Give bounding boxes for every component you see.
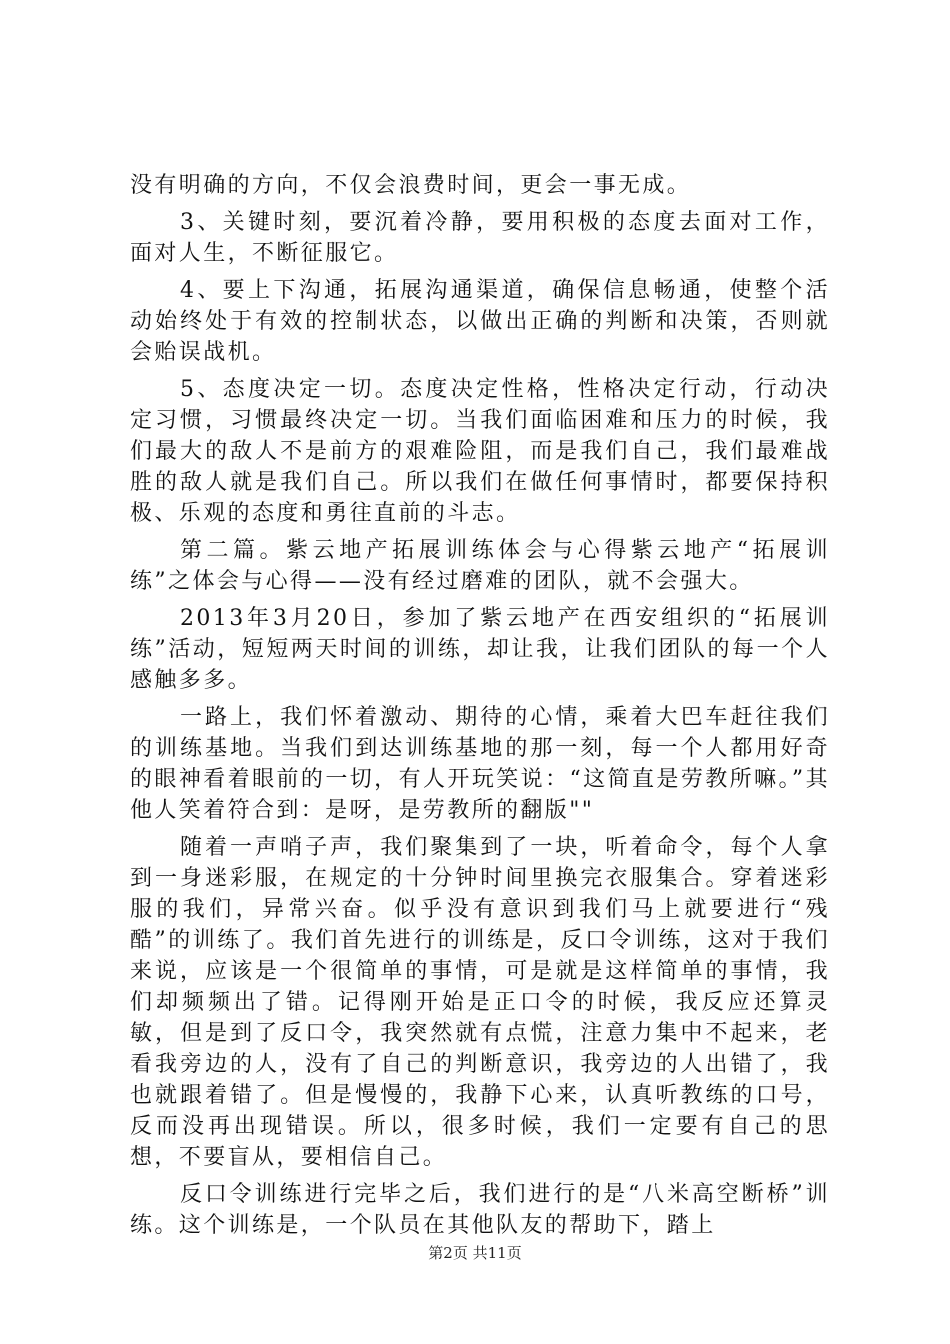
paragraph-7: 一路上，我们怀着激动、期待的心情，乘着大巴车赶往我们的训练基地。当我们到达训练基地的那一刻，每一个人都用好奇的眼神看着眼前的一切，有人开玩笑说：“这简直是劳教所嘛。”其他人笑着符合到：是呀，是劳教所的翻版"" xyxy=(130,705,830,823)
paragraph-3: 4、要上下沟通，拓展沟通渠道，确保信息畅通，使整个活动始终处于有效的控制状态，以做出正确的判断和决策，否则就会贻误战机。 xyxy=(130,278,830,365)
document-body xyxy=(130,170,830,1247)
paragraph-4: 5、态度决定一切。态度决定性格，性格决定行动，行动决定习惯，习惯最终决定一切。当我们面临困难和压力的时候，我们最大的敌人不是前方的艰难险阻，而是我们自己，我们最难战胜的敌人就是我们自己。所以我们在做任何事情时，都要保持积极、乐观的态度和勇往直前的斗志。 xyxy=(130,377,830,526)
page-footer: 第2页 共11页 xyxy=(428,1244,522,1262)
paragraph-5: 第二篇。紫云地产拓展训练体会与心得紫云地产“拓展训练”之体会与心得——没有经过磨难的团队，就不会强大。 xyxy=(130,538,830,594)
paragraph-2: 3、关键时刻，要沉着冷静，要用积极的态度去面对工作，面对人生，不断征服它。 xyxy=(130,210,830,266)
paragraph-8: 随着一声哨子声，我们聚集到了一块，听着命令，每个人拿到一身迷彩服，在规定的十分钟时间里换完衣服集合。穿着迷彩服的我们，异常兴奋。似乎没有意识到我们马上就要进行“残酷”的训练了。我们首先进行的训练是，反口令训练，这对于我们来说，应该是一个很简单的事情，可是就是这样简单的事情，我们却频频出了错。记得刚开始是正口令的时候，我反应还算灵敏，但是到了反口令，我突然就有点慌，注意力集中不起来，老看我旁边的人，没有了自己的判断意识，我旁边的人出错了，我也就跟着错了。但是慢慢的，我静下心来，认真听教练的口号，反而没再出现错误。所以，很多时候，我们一定要有自己的思想，不要盲从，要相信自己。 xyxy=(130,835,830,1170)
paragraph-9: 反口令训练进行完毕之后，我们进行的是“八米高空断桥”训练。这个训练是，一个队员在其他队友的帮助下，踏上 xyxy=(130,1182,830,1238)
paragraph-6: 2013年3月20日，参加了紫云地产在西安组织的“拓展训练”活动，短短两天时间的训练，却让我，让我们团队的每一个人感触多多。 xyxy=(130,606,830,693)
paragraph-1: 没有明确的方向，不仅会浪费时间，更会一事无成。 xyxy=(130,173,692,198)
